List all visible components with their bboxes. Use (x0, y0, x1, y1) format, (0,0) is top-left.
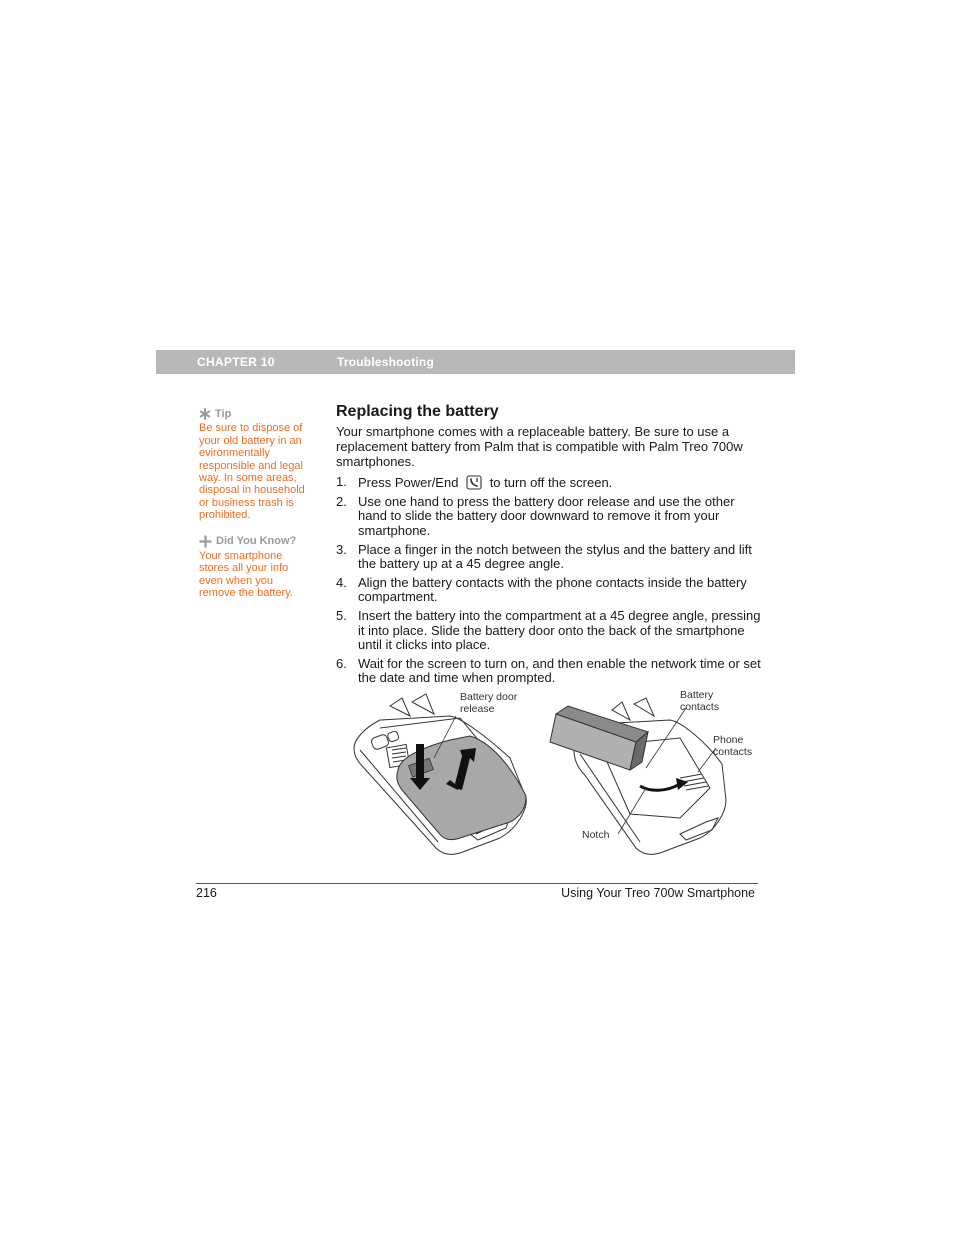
plus-icon (199, 535, 212, 548)
tip-label (199, 408, 317, 420)
notch-caption: Notch (582, 829, 610, 841)
step-number: 2. (336, 493, 347, 509)
step-text: Insert the battery into the compartment at a 45 degree angle, pressing it into place. Slide the battery door onto the back of the smartphone until it clicks into place. (358, 607, 761, 653)
did-you-know-line: Your smartphone (199, 550, 283, 562)
tip-text (199, 422, 317, 521)
did-you-know-line: even when you (199, 574, 273, 587)
did-you-know-line: stores all your info (199, 562, 289, 575)
tip-line: disposal in household (199, 484, 305, 497)
step-number: 3. (336, 541, 347, 557)
tip-line: prohibited. (199, 509, 251, 522)
step-item (336, 495, 766, 539)
step-text: Align the battery contacts with the phone contacts inside the battery compartment. (358, 574, 747, 605)
did-you-know-label (199, 535, 317, 548)
intro-paragraph: Your smartphone comes with a replaceable battery. Be sure to use a replacement battery from Palm that is compatible with Palm Treo 700w smartphones. (336, 424, 743, 469)
step-number: 4. (336, 574, 347, 590)
step-item (336, 609, 766, 653)
step-text: Press Power/End (358, 475, 459, 491)
did-you-know-sidebar (199, 535, 317, 600)
tip-sidebar (199, 408, 317, 522)
tip-line: Be sure to dispose of (199, 422, 303, 435)
chapter-title: Troubleshooting (337, 355, 434, 369)
tip-line: way. In some areas, (199, 472, 297, 485)
battery-replacement-illustration (350, 688, 770, 858)
did-you-know-text (199, 550, 317, 600)
tip-label-text: Tip (215, 408, 232, 420)
tip-line: responsible and legal (199, 459, 303, 472)
step-item (336, 657, 766, 687)
step-item (336, 475, 766, 491)
main-content (336, 402, 766, 690)
caption-line: Battery door (460, 691, 518, 703)
phone-battery-drawing (350, 688, 770, 858)
did-you-know-line: remove the battery. (199, 587, 293, 600)
step-number: 6. (336, 655, 347, 671)
battery-contacts-caption (680, 689, 719, 713)
tip-line: evironmentally (199, 447, 270, 460)
chapter-header-bar (156, 350, 795, 374)
step-text: to turn off the screen. (489, 475, 613, 491)
power-end-key-icon (466, 475, 482, 490)
section-title: Replacing the battery (336, 403, 499, 420)
step-item (336, 576, 766, 606)
chapter-number: CHAPTER 10 (197, 355, 275, 369)
caption-line: Phone (713, 734, 744, 746)
caption-line: contacts (713, 746, 753, 758)
battery-door-release-caption (460, 691, 517, 715)
step-number: 5. (336, 607, 347, 623)
tip-line: your old battery in an (199, 434, 302, 447)
step-text: Wait for the screen to turn on, and then enable the network time or set the date and time when prompted. (358, 655, 761, 686)
caption-line: contacts (680, 701, 720, 713)
footer-divider (196, 883, 758, 884)
did-you-know-label-text: Did You Know? (216, 535, 297, 548)
page-number: 216 (196, 886, 217, 900)
step-text: Use one hand to press the battery door release and use the other hand to slide the battery door downward to remove it from your smartphone. (358, 493, 735, 539)
caption-line: Battery (680, 689, 714, 701)
step-text: Place a finger in the notch between the stylus and the battery and lift the battery up at a 45 degree angle. (358, 541, 752, 572)
phone-contacts-caption (713, 734, 752, 758)
asterisk-icon (199, 408, 211, 420)
step-item (336, 543, 766, 573)
caption-line: release (460, 703, 495, 715)
step-number: 1. (336, 474, 347, 490)
tip-line: or business trash is (199, 496, 294, 509)
book-title: Using Your Treo 700w Smartphone (561, 886, 755, 900)
steps-list (336, 475, 766, 686)
